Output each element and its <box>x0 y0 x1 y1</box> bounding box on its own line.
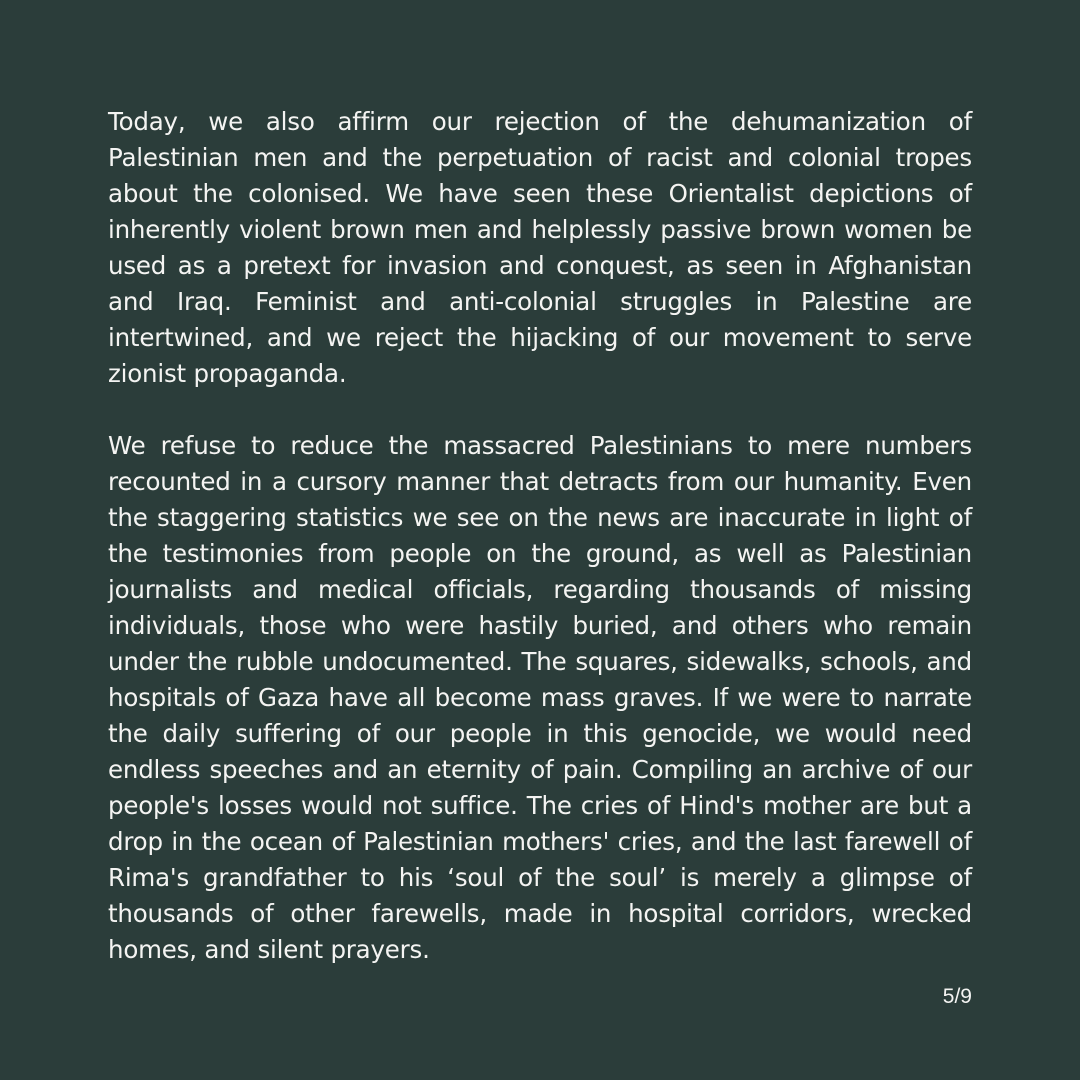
document-body <box>108 104 972 968</box>
page-number: 5/9 <box>942 985 972 1008</box>
paragraph-dehumanization: Today, we also affirm our rejection of the dehumanization of Palestinian men and the perpetuation of racist and colonial tropes about the colonised. We have seen these Orientalist depictions of inherently violent brown men and helplessly passive brown women be used as a pretext for invasion and conquest, as seen in Afghanistan and Iraq. Feminist and anti-colonial struggles in Palestine are intertwined, and we reject the hijacking of our movement to serve zionist propaganda. <box>108 107 972 388</box>
paragraph-massacred-numbers: We refuse to reduce the massacred Palestinians to mere numbers recounted in a cursory manner that detracts from our humanity. Even the staggering statistics we see on the news are inaccurate in light of the testimonies from people on the ground, as well as Palestinian journalists and medical officials, regarding thousands of missing individuals, those who were hastily buried, and others who remain under the rubble undocumented. The squares, sidewalks, schools, and hospitals of Gaza have all become mass graves. If we were to narrate the daily suffering of our people in this genocide, we would need endless speeches and an eternity of pain. Compiling an archive of our people's losses would not suffice. The cries of Hind's mother are but a drop in the ocean of Palestinian mothers' cries, and the last farewell of Rima's grandfather to his ‘soul of the soul’ is merely a glimpse of thousands of other farewells, made in hospital corridors, wrecked homes, and silent prayers. <box>108 431 972 964</box>
